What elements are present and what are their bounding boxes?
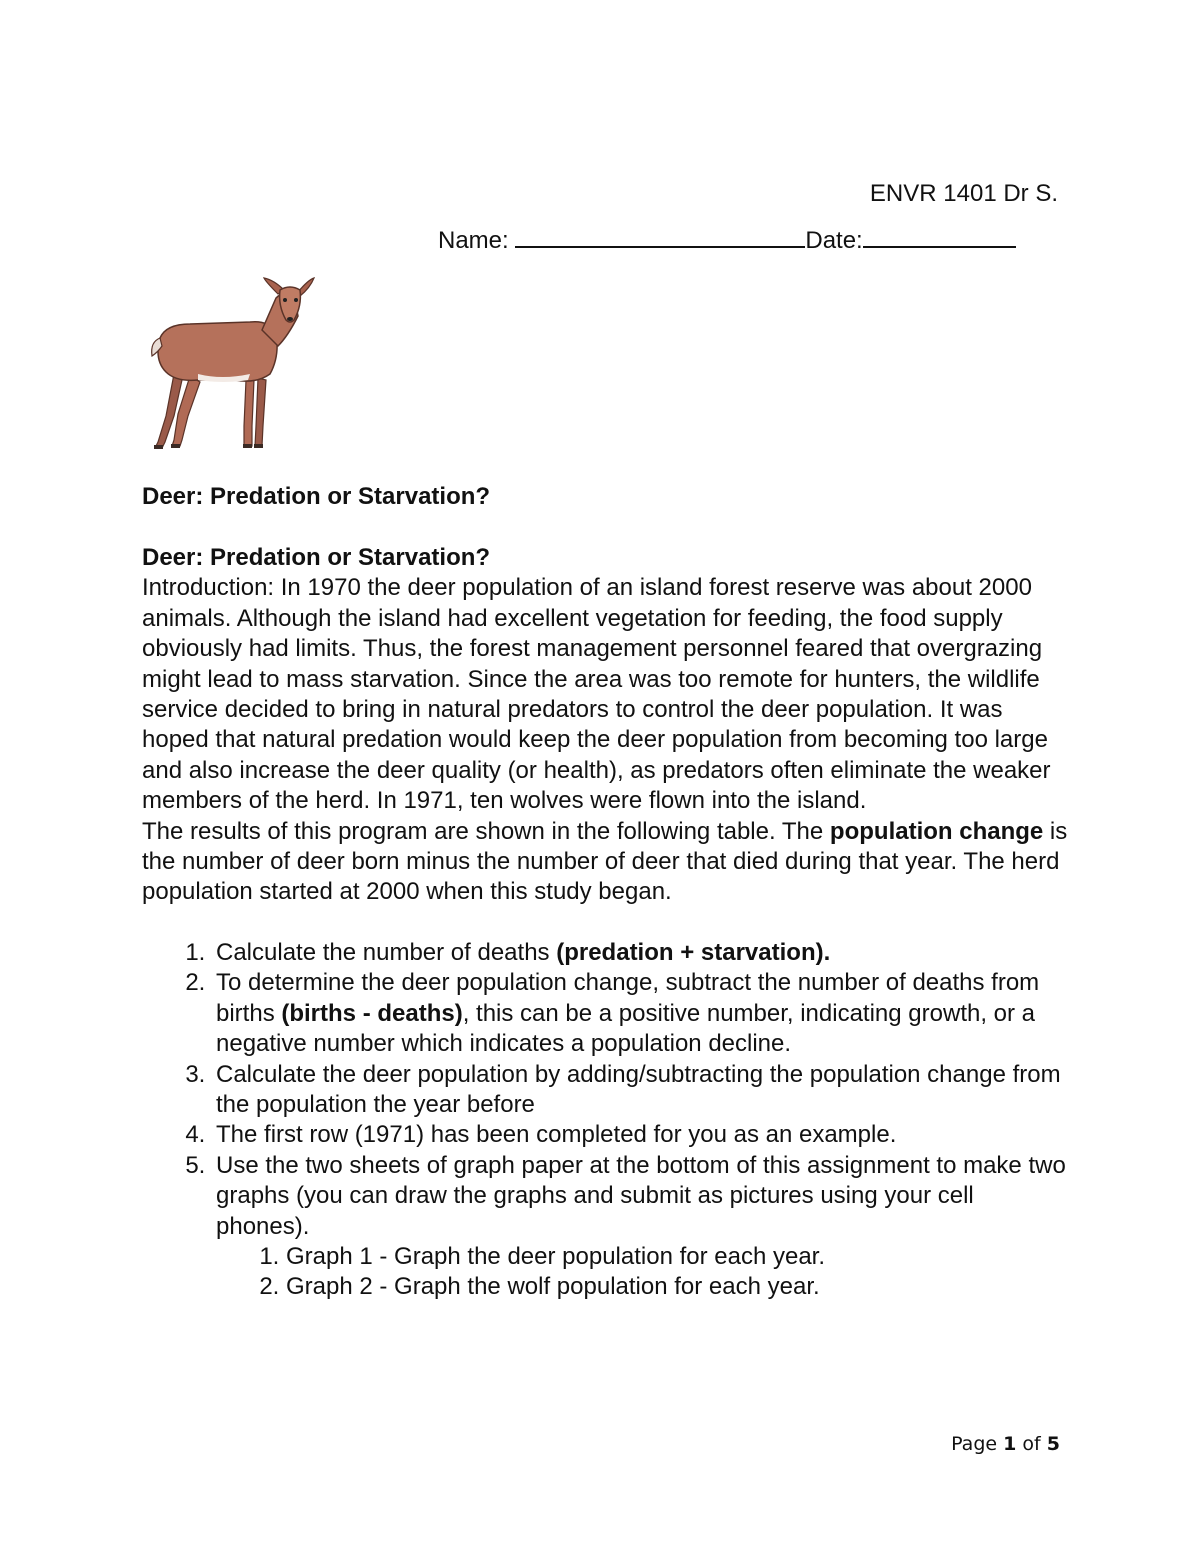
results-bold-term: population change — [829, 817, 1044, 845]
step-1-text: Calculate the number of deaths — [216, 938, 557, 966]
list-item — [212, 1151, 1072, 1303]
results-text-1: The results of this program are shown in the following table. The — [142, 817, 830, 845]
step-5-text: Use the two sheets of graph paper at the bottom of this assignment to make two graphs (you can draw the graphs and submit as pictures using your cell phones). — [216, 1151, 1066, 1240]
results-text-2: is the number of deer born minus the number of deer that died during that year. The herd population started at 2000 when this study began. — [142, 817, 1068, 906]
current-page: 1 — [1003, 1433, 1017, 1455]
list-item — [212, 968, 1072, 1059]
list-item — [212, 938, 1072, 968]
list-item: 2. Graph 2 - Graph the wolf population for each year. — [286, 1272, 1072, 1302]
step-2-text-end: , this can be a positive number, indicating growth, or a negative number which indicates a population decline. — [216, 999, 1036, 1058]
list-item: 4. The first row (1971) has been completed for you as an example. — [212, 1120, 1072, 1150]
intro-paragraph: Introduction: In 1970 the deer population of an island forest reserve was about 2000 animals. Although the island had excellent vegetation for feeding, the food supply obviously had limits. Thus, the forest management personnel feared that overgrazing might lead to mass starvation. Since the area was too remote for hunters, the wildlife service decided to bring in natural predators to control the deer population. It was hoped that natural predation would keep the deer population from becoming too large and also increase the deer quality (or health), as predators often eliminate the weaker members of the herd. In 1971, ten wolves were flown into the island. — [142, 574, 1051, 815]
date-blank — [863, 224, 1016, 248]
results-paragraph — [142, 817, 1072, 908]
main-content — [142, 543, 1072, 1303]
graph-sublist — [216, 1242, 1072, 1303]
name-date-line — [438, 224, 1016, 255]
total-pages: 5 — [1046, 1433, 1060, 1455]
of-word: of — [1016, 1433, 1047, 1455]
instruction-list — [142, 938, 1072, 1303]
name-label: Name: — [438, 227, 509, 254]
list-item: 1. Graph 1 - Graph the deer population for each year. — [286, 1242, 1072, 1272]
name-blank — [515, 224, 805, 248]
step-2-text: To determine the deer population change, subtract the number of deaths from births — [216, 969, 1040, 1027]
date-label: Date: — [805, 227, 863, 254]
section-heading: Deer: Predation or Starvation? — [142, 544, 491, 571]
page-title: Deer: Predation or Starvation? — [142, 483, 491, 510]
page-number — [951, 1433, 1060, 1455]
step-1-bold: (predation + starvation). — [556, 938, 831, 966]
deer-icon — [138, 276, 320, 454]
page-word: Page — [951, 1433, 1004, 1455]
step-2-bold: (births - deaths) — [281, 999, 463, 1027]
course-header: ENVR 1401 Dr S. — [869, 180, 1058, 207]
list-item: 3. Calculate the deer population by adding/subtracting the population change from the population the year before — [212, 1060, 1072, 1121]
